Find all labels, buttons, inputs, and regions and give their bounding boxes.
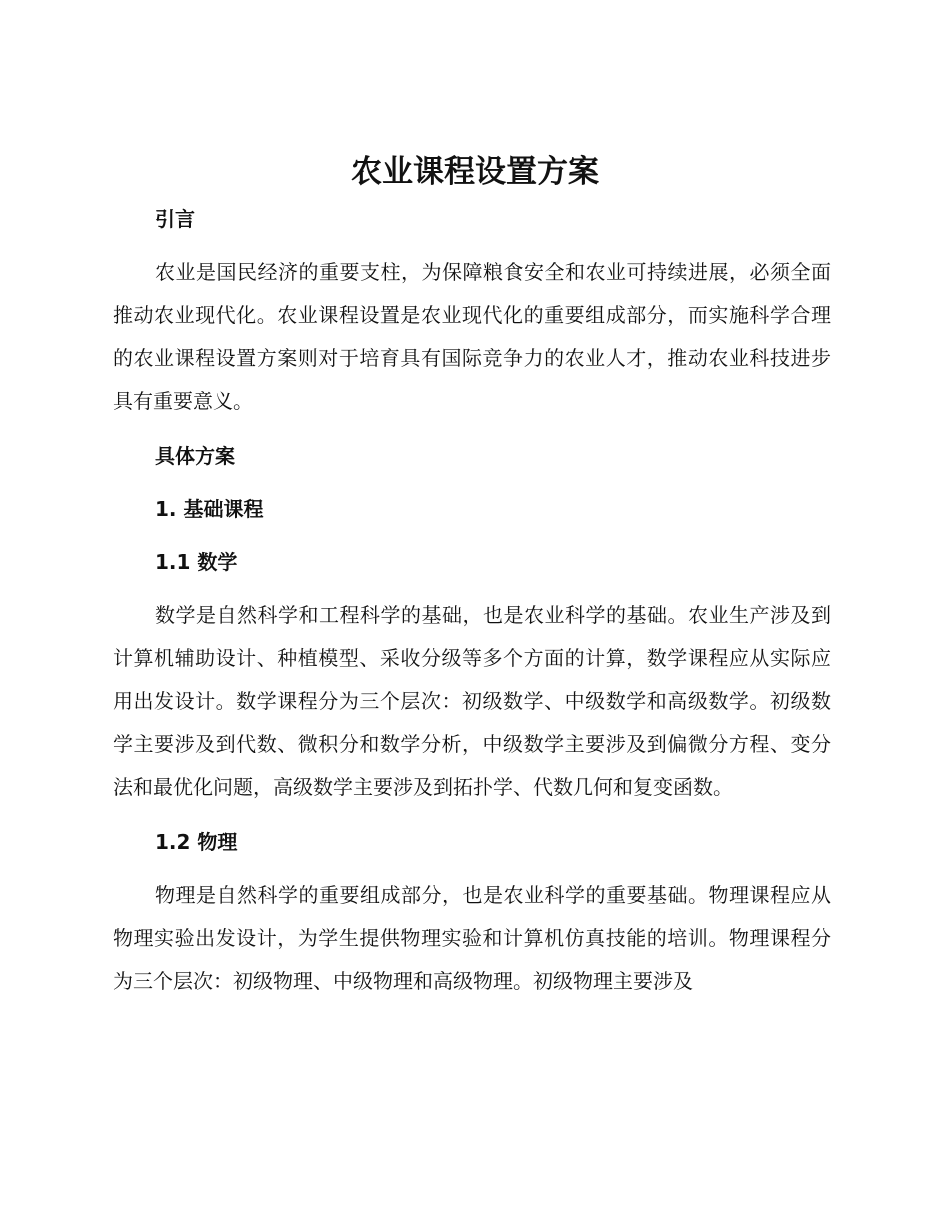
section-heading-physics: 1.2 物理 [155, 830, 238, 854]
paragraph-physics: 物理是自然科学的重要组成部分，也是农业科学的重要基础。物理课程应从物理实验出发设计，为学生提供物理实验和计算机仿真技能的培训。物理课程分为三个层次：初级物理、中级物理和高级物理。初级物理主要涉及 [113, 883, 831, 993]
section-heading-intro: 引言 [155, 207, 195, 231]
paragraph-math: 数学是自然科学和工程科学的基础，也是农业科学的基础。农业生产涉及到计算机辅助设计、种植模型、采收分级等多个方面的计算，数学课程应从实际应用出发设计。数学课程分为三个层次：初级数学、中级数学和高级数学。初级数学主要涉及到代数、微积分和数学分析，中级数学主要涉及到偏微分方程、变分法和最优化问题，高级数学主要涉及到拓扑学、代数几何和复变函数。 [113, 603, 831, 799]
section-heading-math: 1.1 数学 [155, 550, 238, 574]
document-body [113, 198, 831, 1003]
section-heading-basic-courses: 1. 基础课程 [155, 497, 264, 521]
section-heading-plan: 具体方案 [155, 444, 235, 468]
document-title: 农业课程设置方案 [351, 154, 599, 190]
paragraph-intro: 农业是国民经济的重要支柱，为保障粮食安全和农业可持续进展，必须全面推动农业现代化。农业课程设置是农业现代化的重要组成部分，而实施科学合理的农业课程设置方案则对于培育具有国际竞争力的农业人才，推动农业科技进步具有重要意义。 [113, 260, 831, 413]
